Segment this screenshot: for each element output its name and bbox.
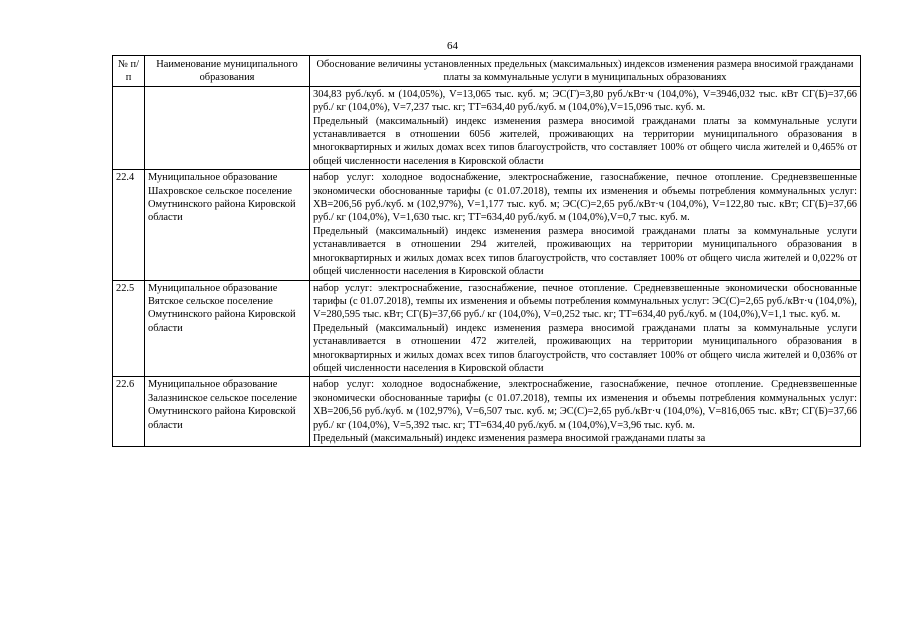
table-header-row — [113, 56, 861, 87]
municipality-name: Муниципальное образование Вятское сельское поселение Омутнинского района Кировской области — [145, 280, 310, 377]
municipality-name — [145, 86, 310, 169]
tariff-paragraph: набор услуг: электроснабжение, газоснабжение, печное отопление. Средневзвешенные экономически обоснованные тарифы (с 01.07.2018), темпы их изменения и объемы потребления коммунальных услуг: ЭС(С)=2,65 руб./кВт·ч (104,0%), V=280,595 тыс. кВт; СГ(Б)=37,66 руб./ кг (104,0%), V=0,252 тыс. кг; ТТ=634,40 руб./куб. м (104,0%),V=1,1 тыс. куб. м. — [313, 282, 857, 321]
row-number: 22.5 — [113, 280, 145, 377]
row-number — [113, 86, 145, 169]
tariff-paragraph: 304,83 руб./куб. м (104,05%), V=13,065 тыс. куб. м; ЭС(Г)=3,80 руб./кВт·ч (104,0%), V=3946,032 тыс. кВт СГ(Б)=37,66 руб./ кг (104,0%), V=7,237 тыс. кг; ТТ=634,40 руб./куб. м (104,0%),V=15,096 тыс. куб. м. — [313, 88, 857, 114]
tariff-paragraph: набор услуг: холодное водоснабжение, электроснабжение, газоснабжение, печное отопление. Средневзвешенные экономически обоснованные тарифы (с 01.07.2018), темпы их изменения и объемы потребления коммунальных услуг: ХВ=206,56 руб./куб. м (102,97%), V=1,177 тыс. куб. м; ЭС(С)=2,65 руб./кВт·ч (104,0%), V=122,80 тыс. кВт; СГ(Б)=37,66 руб./ кг (104,0%), V=1,630 тыс. кг; ТТ=634,40 руб./куб. м (104,0%),V=0,7 тыс. куб. м. — [313, 172, 857, 224]
justification-cell — [310, 86, 861, 169]
justification-cell — [310, 170, 861, 280]
justification-cell — [310, 280, 861, 377]
table-row — [113, 86, 861, 169]
index-paragraph: Предельный (максимальный) индекс изменения размера вносимой гражданами платы за коммунальные услуги устанавливается в отношении 294 жителей, проживающих на территории муниципального образования в многоквартирных и жилых домах всех типов благоустройств, что составляет 100% от общего числа жителей и 0,022% от общей численности населения в Кировской области — [313, 225, 857, 278]
index-paragraph: Предельный (максимальный) индекс изменения размера вносимой гражданами платы за коммунальные услуги устанавливается в отношении 6056 жителей, проживающих на территории муниципального образования в многоквартирных и жилых домах всех типов благоустройств, что составляет 100% от общего числа жителей и 0,465% от общей численности населения в Кировской области — [313, 115, 857, 167]
index-paragraph: Предельный (максимальный) индекс изменения размера вносимой гражданами платы за коммунальные услуги устанавливается в отношении 472 жителей, проживающих на территории муниципального образования в многоквартирных и жилых домах всех типов благоустройств, что составляет 100% от общего числа жителей и 0,036% от общей численности населения в Кировской области — [313, 322, 857, 374]
municipality-name: Муниципальное образование Шахровское сельское поселение Омутнинского района Кировской области — [145, 170, 310, 280]
column-header-justification: Обоснование величины установленных предельных (максимальных) индексов изменения размера вносимой гражданами платы за коммунальные услуги в муниципальных образованиях — [310, 56, 861, 87]
table-row — [113, 280, 861, 377]
municipality-name: Муниципальное образование Залазнинское сельское поселение Омутнинского района Кировской области — [145, 377, 310, 447]
table-row — [113, 377, 861, 447]
row-number: 22.4 — [113, 170, 145, 280]
row-number: 22.6 — [113, 377, 145, 447]
column-header-number: № п/п — [113, 56, 145, 87]
page-number: 64 — [447, 40, 458, 52]
index-paragraph: Предельный (максимальный) индекс изменения размера вносимой гражданами платы за — [313, 432, 706, 444]
tariff-index-table — [112, 55, 861, 447]
table-row — [113, 170, 861, 280]
justification-cell — [310, 377, 861, 447]
tariff-paragraph: набор услуг: холодное водоснабжение, электроснабжение, газоснабжение, печное отопление. Средневзвешенные экономически обоснованные тарифы (с 01.07.2018), темпы их изменения и объемы потребления коммунальных услуг: ХВ=206,56 руб./куб. м (102,97%), V=6,507 тыс. куб. м; ЭС(С)=2,65 руб./кВт·ч (104,0%), V=816,065 тыс. кВт; СГ(Б)=37,66 руб./ кг (104,0%), V=5,392 тыс. кг; ТТ=634,40 руб./куб. м (104,0%),V=3,96 тыс. куб. м. — [313, 379, 857, 431]
column-header-municipality: Наименование муниципального образования — [145, 56, 310, 87]
